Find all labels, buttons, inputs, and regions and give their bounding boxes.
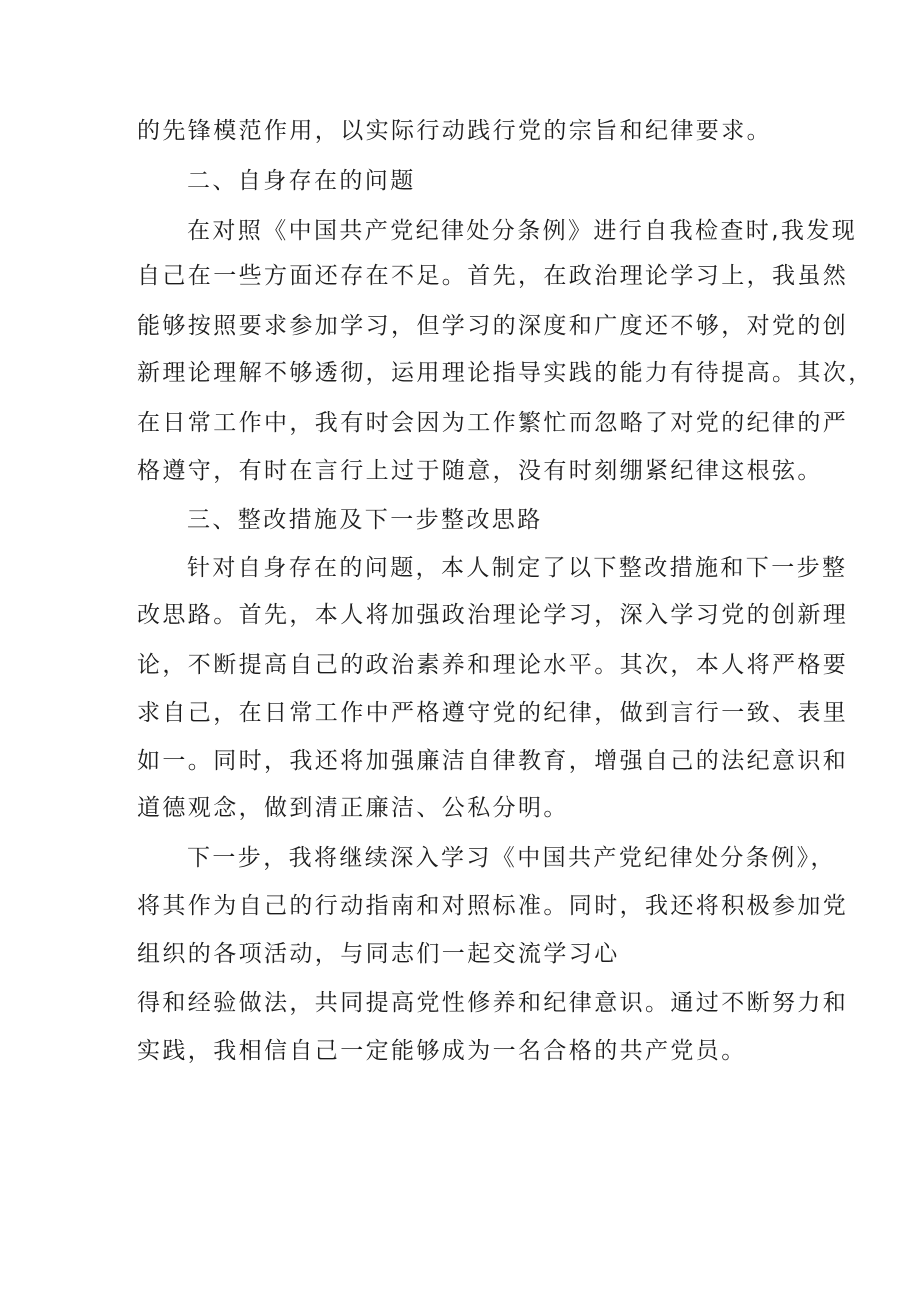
body-text-line: 得和经验做法，共同提高党性修养和纪律意识。通过不断努力和 [137,990,849,1016]
body-text-line: 求自己，在日常工作中严格遵守党的纪律，做到言行一致、表里 [137,700,849,726]
body-text-line: 道德观念，做到清正廉洁、公私分明。 [137,795,569,821]
body-text-line: 针对自身存在的问题，本人制定了以下整改措施和下一步整 [187,555,848,581]
body-text-line: 格遵守，有时在言行上过于随意，没有时刻绷紧纪律这根弦。 [137,458,823,484]
section-heading: 二、自身存在的问题 [187,168,416,194]
body-text-line: 能够按照要求参加学习，但学习的深度和广度还不够，对党的创 [137,313,849,339]
body-text-line: 如一。同时，我还将加强廉洁自律教育，增强自己的法纪意识和 [137,748,849,774]
body-text-line: 新理论理解不够透彻，运用理论指导实践的能力有待提高。其次， [137,360,874,386]
body-text-line: 自己在一些方面还存在不足。首先，在政治理论学习上，我虽然 [137,263,849,289]
body-text-line: 的先锋模范作用，以实际行动践行党的宗旨和纪律要求。 [137,118,772,144]
body-text-line: 实践，我相信自己一定能够成为一名合格的共产党员。 [137,1038,747,1064]
body-text-line: 组织的各项活动，与同志们一起交流学习心 [137,941,620,967]
body-text-line: 将其作为自己的行动指南和对照标准。同时，我还将积极参加党 [137,893,849,919]
body-text-line: 在日常工作中，我有时会因为工作繁忙而忽略了对党的纪律的严 [137,410,849,436]
body-text-line: 下一步，我将继续深入学习《中国共产党纪律处分条例》， [187,845,836,871]
body-text-line: 论，不断提高自己的政治素养和理论水平。其次，本人将严格要 [137,652,849,678]
body-text-line: 在对照《中国共产党纪律处分条例》进行自我检查时,我发现 [187,218,858,244]
body-text-line: 改思路。首先，本人将加强政治理论学习，深入学习党的创新理 [137,602,849,628]
section-heading: 三、整改措施及下一步整改思路 [187,507,543,533]
